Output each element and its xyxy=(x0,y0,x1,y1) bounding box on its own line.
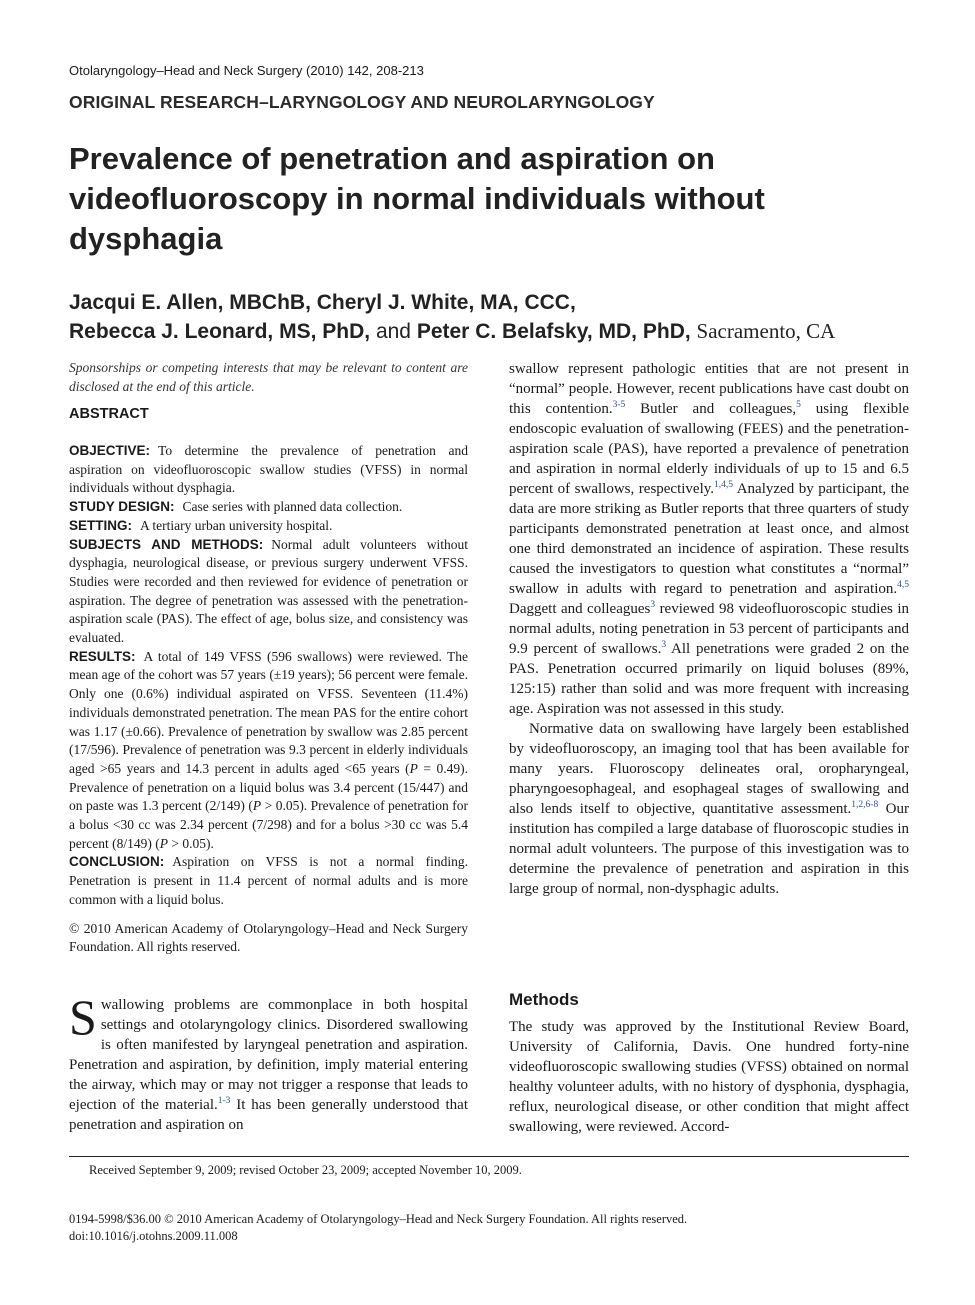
sponsorship-note: Sponsorships or competing interests that may be relevant to content are disclosed at the end of this article. xyxy=(69,360,468,394)
author-line-1: Jacqui E. Allen, MBChB, Cheryl J. White, MA, CCC, xyxy=(69,291,576,314)
objective-text: To determine the prevalence of penetration and aspiration on videofluoroscopic swallow studies (VFSS) in normal individuals without dysphagia. xyxy=(69,443,468,496)
text-run: Our institution has compiled a large database of fluoroscopic studies in normal adult volunteers. The purpose of this investigation was to determine the prevalence of penetration and aspiration in this large group of normal, non-dysphagic adults. xyxy=(509,801,910,897)
author-conjunction: and xyxy=(375,320,411,343)
abstract-objective xyxy=(69,442,468,498)
reference-link[interactable]: 5 xyxy=(796,400,801,410)
results-text-d: > 0.05). xyxy=(167,835,214,851)
conclusion-text: Aspiration on VFSS is not a normal finding. Penetration is present in 11.4 percent of normal adults and is more common with a liquid bolus. xyxy=(69,854,468,907)
paragraph-1 xyxy=(509,359,909,719)
objective-label: OBJECTIVE: xyxy=(69,443,151,458)
abstract-heading: ABSTRACT xyxy=(69,406,149,422)
author-line-2 xyxy=(69,317,929,346)
abstract xyxy=(69,442,468,957)
article-title: Prevalence of penetration and aspiration on videofluoroscopy in normal individuals without dysphagia xyxy=(69,141,765,256)
reference-link[interactable]: 1,4,5 xyxy=(714,480,734,490)
reference-link[interactable]: 3 xyxy=(661,640,667,650)
conclusion-label: CONCLUSION: xyxy=(69,854,165,870)
text-run: using flexible endoscopic evaluation of swallowing (FEES) and the penetration-aspiration scale (PAS), have reported a prevalence of penetration and aspiration in normal elderly individuals of up to 15 and 6.5 percent of swallows, respectively. xyxy=(509,401,909,497)
text-run: All penetrations were graded 2 on the PAS. Penetration occurred primarily on liquid boluses (89%, 125:15) rather than solid and was more frequent with increasing age. Aspiration was not assessed in this study. xyxy=(509,641,909,717)
results-text-a: A total of 149 VFSS (596 swallows) were reviewed. The mean age of the cohort was 57 years (±19 years); 56 percent were female. Only one (0.6%) individual aspirated on VFSS. Seventeen (11.4%) individuals demonstrated penetration. The mean PAS for the entire cohort was 1.17 (±0.66). Prevalence of penetration by swallow was 2.85 percent (17/596). Prevalence of penetration was 9.3 percent in elderly individuals aged >65 years and 14.3 percent in adults aged <65 years ( xyxy=(69,648,468,776)
author-leonard: Rebecca J. Leonard, MS, PhD, xyxy=(69,320,371,343)
text-run: Analyzed by participant, the data are more striking as Butler reports that three quarters of study participants demonstrated penetration at least once, and almost one third demonstrated an incidence of aspiration. These results caused the investigators to question what constitutes a “normal” swallow in adults with regard to penetration and aspiration. xyxy=(509,481,909,597)
design-label: STUDY DESIGN: xyxy=(69,499,175,515)
author-belafsky: Peter C. Belafsky, MD, PhD, xyxy=(416,320,691,343)
section-heading: ORIGINAL RESEARCH–LARYNGOLOGY AND NEUROLARYNGOLOGY xyxy=(69,92,655,112)
subjects-label: SUBJECTS AND METHODS: xyxy=(69,536,264,552)
introduction-paragraph xyxy=(69,989,468,1135)
reference-link[interactable]: 1,2,6-8 xyxy=(851,800,879,810)
reference-link[interactable]: 1-3 xyxy=(217,1096,231,1106)
text-run: Butler and colleagues, xyxy=(625,401,797,417)
abstract-conclusion xyxy=(69,853,468,909)
subjects-text: Normal adult volunteers without dysphagia, neurological disease, or previous surgery underwent VFSS. Studies were recorded and then reviewed for evidence of penetration or aspiration. The degree of penetration was assessed with the penetration-aspiration scale (PAS). The effect of age, bolus size, and consistency was evaluated. xyxy=(69,536,468,646)
intro-text-a: wallowing problems are commonplace in both hospital settings and otolaryngology clinics. Disordered swallowing is often manifested by laryngeal penetration and aspiration. Penetration and aspiration, by definition, imply material entering the airway, which may or may not trigger a response that leads to ejection of the material. xyxy=(69,997,468,1113)
issn-block xyxy=(69,1211,687,1245)
text-run: swallow represent pathologic entities that are not present in “normal” people. However, recent publications have cast doubt on this contention. xyxy=(509,361,909,417)
issn-line: 0194-5998/$36.00 © 2010 American Academy of Otolaryngology–Head and Neck Surgery Foundation. All rights reserved. xyxy=(69,1212,688,1226)
abstract-setting xyxy=(69,517,468,536)
design-text: Case series with planned data collection. xyxy=(182,499,403,515)
results-text-c: > 0.05). Prevalence of penetration for a bolus <30 cc was 2.34 percent (7/298) and for a bolus >30 cc was 5.4 percent (8/149) ( xyxy=(69,798,468,851)
intro-text-b: It has been generally understood that penetration and aspiration on xyxy=(69,1097,468,1133)
reference-link[interactable]: 3 xyxy=(650,600,656,610)
abstract-subjects xyxy=(69,536,468,648)
results-text-b: = 0.49). Prevalence of penetration on a liquid bolus was 3.4 percent (15/447) and on paste was 1.3 percent (2/149) ( xyxy=(69,760,468,814)
setting-label: SETTING: xyxy=(69,517,132,533)
p-value-symbol: P xyxy=(252,798,262,814)
reference-link[interactable]: 3-5 xyxy=(612,400,626,410)
abstract-design xyxy=(69,498,468,517)
results-label: RESULTS: xyxy=(69,648,136,664)
p-value-symbol: P xyxy=(409,760,418,776)
abstract-results xyxy=(69,648,468,854)
author-list xyxy=(69,288,929,346)
text-run: Daggett and colleagues xyxy=(509,601,651,617)
author-location: Sacramento, CA xyxy=(696,319,836,343)
journal-reference: Otolaryngology–Head and Neck Surgery (2010) 142, 208-213 xyxy=(69,63,424,78)
methods-paragraph: The study was approved by the Institutional Review Board, University of California, Davis. One hundred forty-nine videofluoroscopic swallowing studies (VFSS) obtained on normal healthy volunteer adults, with no history of dysphonia, dysphagia, reflux, neurological disease, or other condition that might affect swallowing, were reviewed. Accord- xyxy=(509,1019,909,1135)
methods-heading: Methods xyxy=(509,990,579,1009)
received-dates: Received September 9, 2009; revised October 23, 2009; accepted November 10, 2009. xyxy=(89,1163,522,1177)
abstract-copyright: © 2010 American Academy of Otolaryngology–Head and Neck Surgery Foundation. All rights reserved. xyxy=(69,920,468,955)
right-column-text xyxy=(509,359,909,899)
doi-line[interactable]: doi:10.1016/j.otohns.2009.11.008 xyxy=(69,1229,238,1243)
p-value-symbol: P xyxy=(159,835,168,851)
drop-cap: S xyxy=(69,989,97,1045)
reference-link[interactable]: 4,5 xyxy=(897,580,909,590)
footnote-divider xyxy=(69,1156,909,1157)
setting-text: A tertiary urban university hospital. xyxy=(140,517,333,533)
text-run: reviewed 98 videofluoroscopic studies in normal adults, noting penetration in 53 percent of participants and 9.9 percent of swallows. xyxy=(509,601,909,657)
text-run: Normative data on swallowing have largely been established by videofluoroscopy, an imaging tool that has been available for many years. Fluoroscopy delineates oral, oropharyngeal, pharyngoesophageal, and esophageal stages of swallowing and also lends itself to objective, quantitative assessment. xyxy=(509,721,909,817)
paragraph-2 xyxy=(509,719,909,899)
